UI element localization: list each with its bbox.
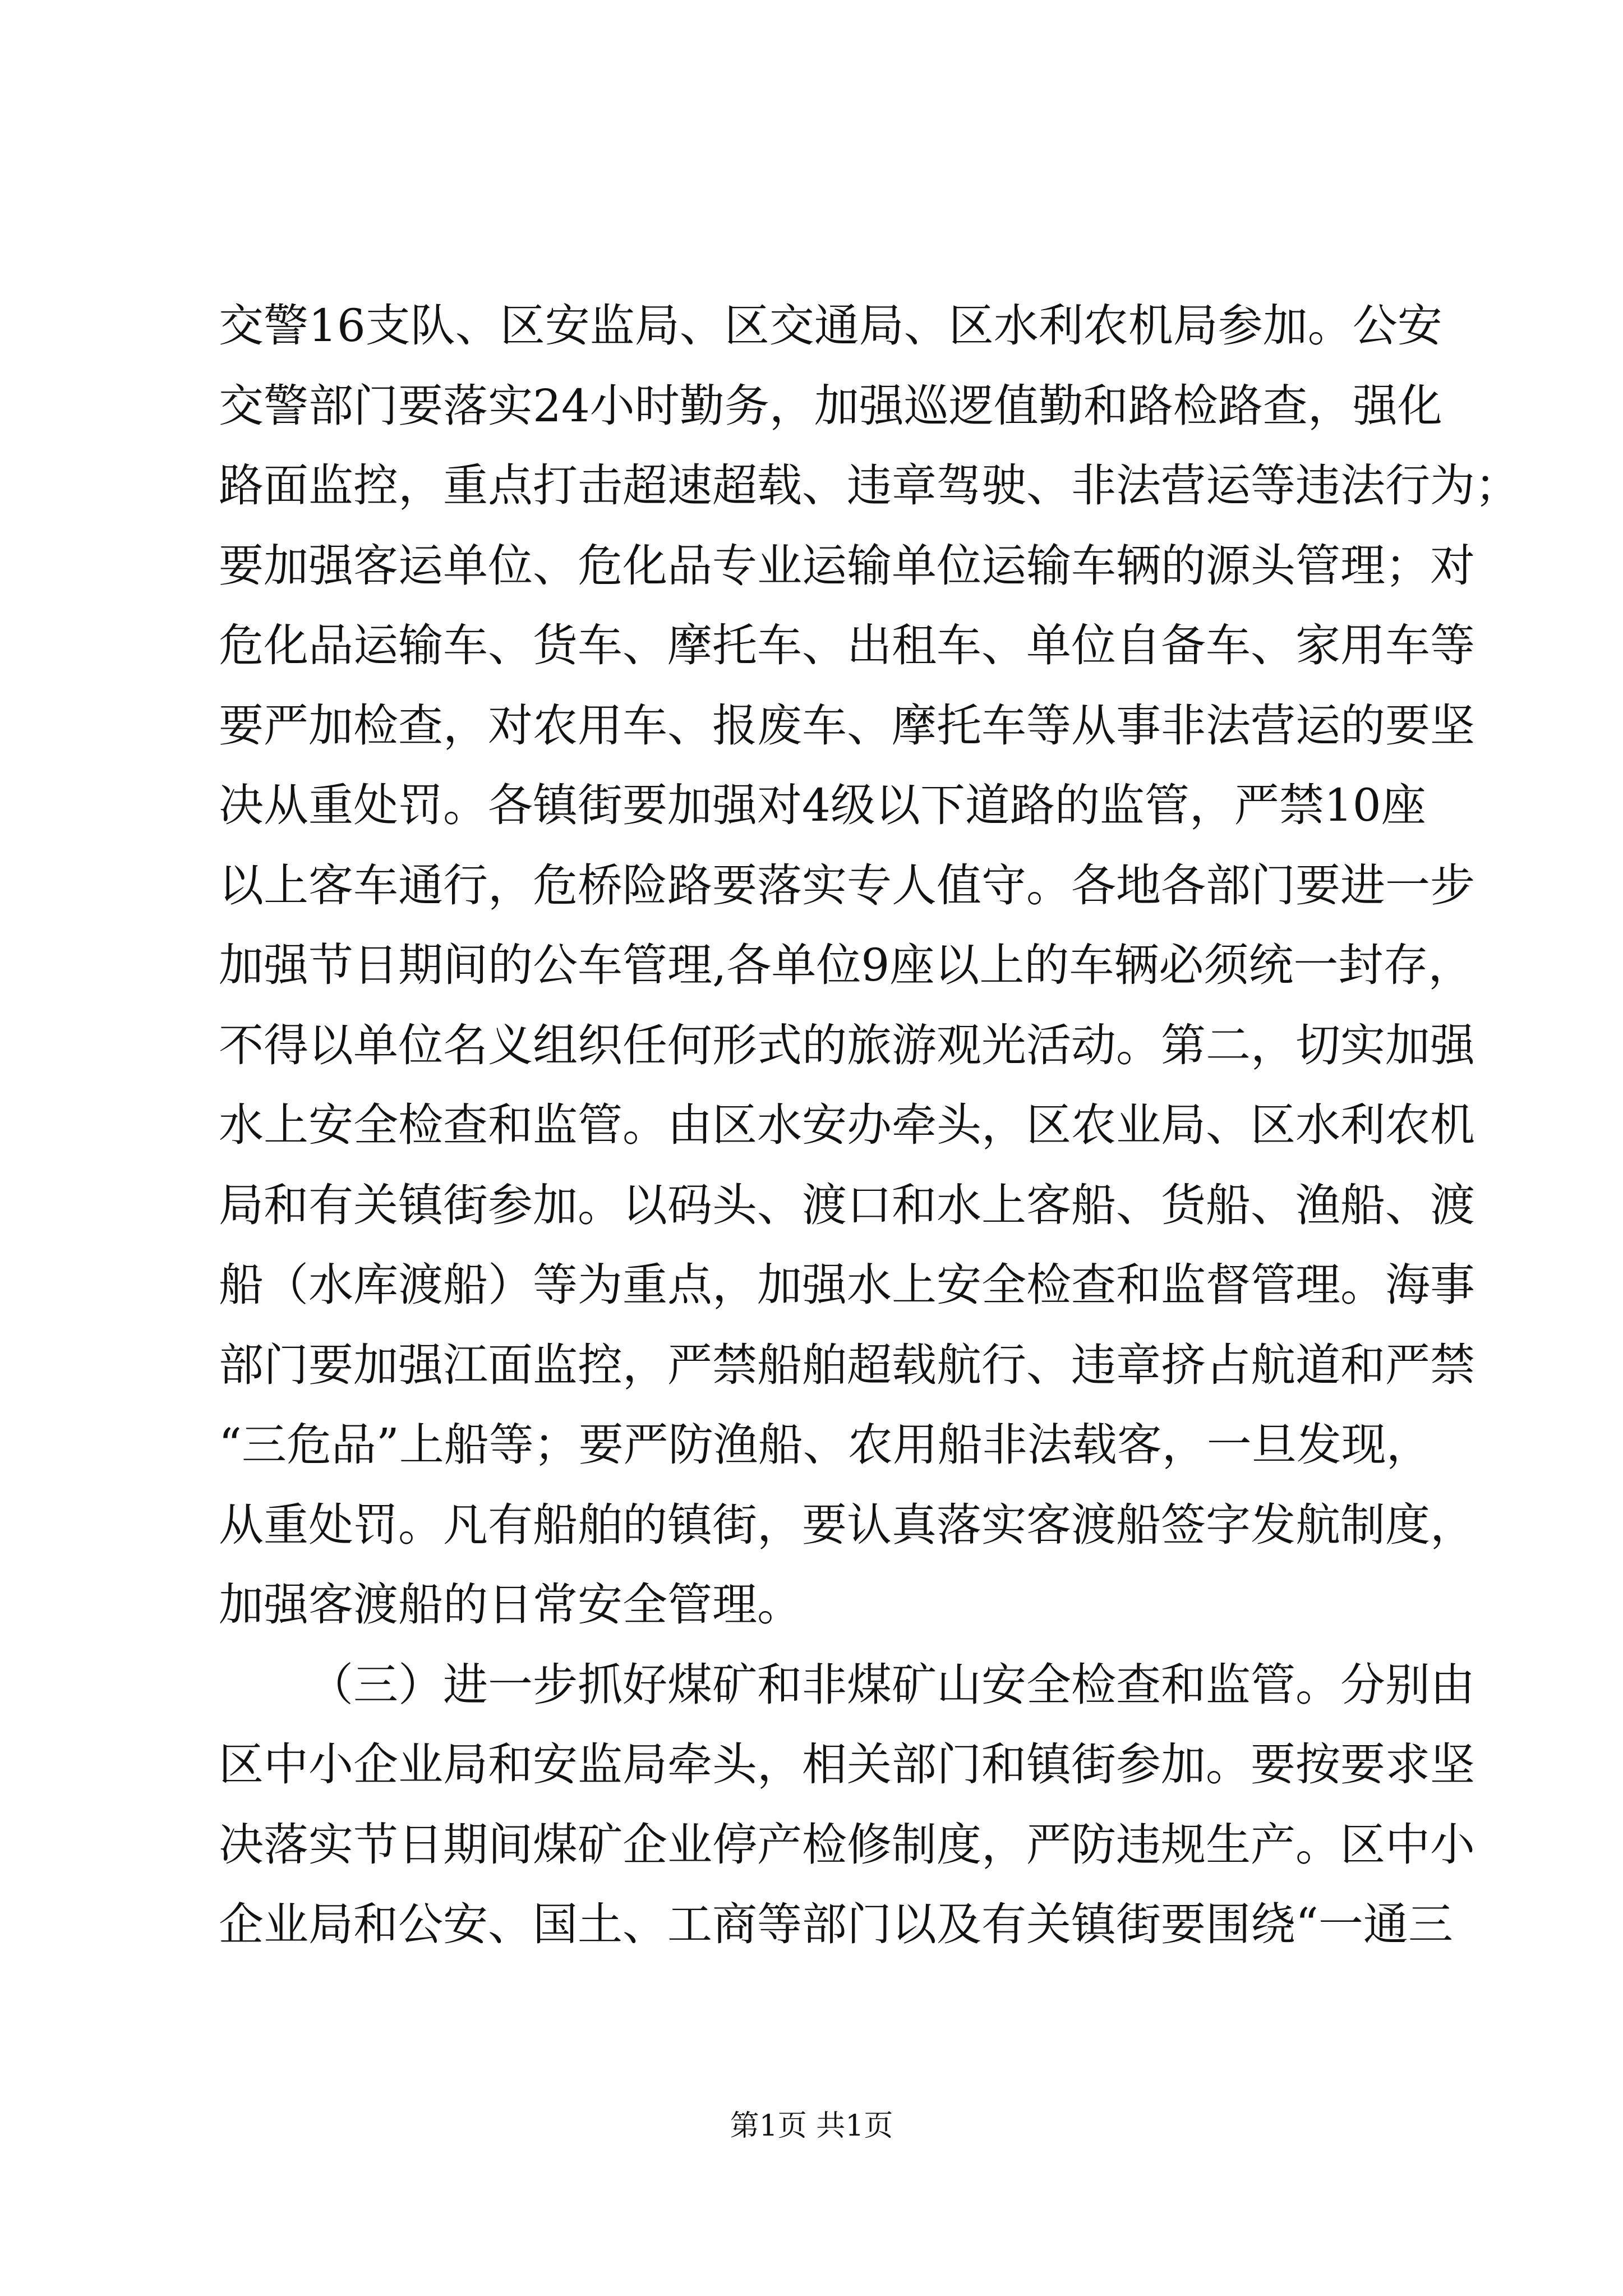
text-line: 船（水库渡船）等为重点，加强水上安全检查和监督管理。海事 xyxy=(219,1259,1475,1311)
text-line: 交警部门要落实24小时勤务，加强巡逻值勤和路检路查，强化 xyxy=(219,379,1442,432)
text-line: 部门要加强江面监控，严禁船舶超载航行、违章挤占航道和严禁 xyxy=(219,1338,1475,1391)
text-line: 要严加检查，对农用车、报废车、摩托车等从事非法营运的要坚 xyxy=(219,699,1475,752)
text-line: 企业局和公安、国土、工商等部门以及有关镇街要围绕“一通三 xyxy=(219,1898,1453,1950)
text-line: 危化品运输车、货车、摩托车、出租车、单位自备车、家用车等 xyxy=(219,619,1475,671)
text-line: 加强客渡船的日常安全管理。 xyxy=(219,1579,802,1631)
text-line: “三危品”上船等；要严防渔船、农用船非法载客，一旦发现， xyxy=(219,1419,1431,1471)
text-line: 从重处罚。凡有船舶的镇街，要认真落实客渡船签字发航制度， xyxy=(219,1498,1475,1551)
text-line: 决落实节日期间煤矿企业停产检修制度，严防违规生产。区中小 xyxy=(219,1818,1475,1871)
text-line: 以上客车通行，危桥险路要落实专人值守。各地各部门要进一步 xyxy=(219,859,1475,912)
document-body xyxy=(219,286,1520,1965)
text-line: 水上安全检查和监管。由区水安办牵头，区农业局、区水利农机 xyxy=(219,1099,1475,1151)
page-footer xyxy=(0,2106,1623,2146)
section-heading-line: （三）进一步抓好煤矿和非煤矿山安全检查和监管。分别由 xyxy=(308,1658,1475,1711)
text-line: 要加强客运单位、危化品专业运输单位运输车辆的源头管理；对 xyxy=(219,539,1475,592)
text-line: 交警16支队、区安监局、区交通局、区水利农机局参加。公安 xyxy=(219,300,1442,352)
page-number: 第1页 共1页 xyxy=(730,2109,893,2143)
text-line: 加强节日期间的公车管理,各单位9座以上的车辆必须统一封存， xyxy=(219,939,1473,991)
text-line: 区中小企业局和安监局牵头，相关部门和镇街参加。要按要求坚 xyxy=(219,1738,1475,1791)
text-line: 不得以单位名义组织任何形式的旅游观光活动。第二，切实加强 xyxy=(219,1019,1475,1071)
text-line: 决从重处罚。各镇街要加强对4级以下道路的监管，严禁10座 xyxy=(219,779,1426,831)
text-line: 局和有关镇街参加。以码头、渡口和水上客船、货船、渔船、渡 xyxy=(219,1179,1475,1231)
text-line: 路面监控，重点打击超速超载、违章驾驶、非法营运等违法行为； xyxy=(219,459,1520,512)
